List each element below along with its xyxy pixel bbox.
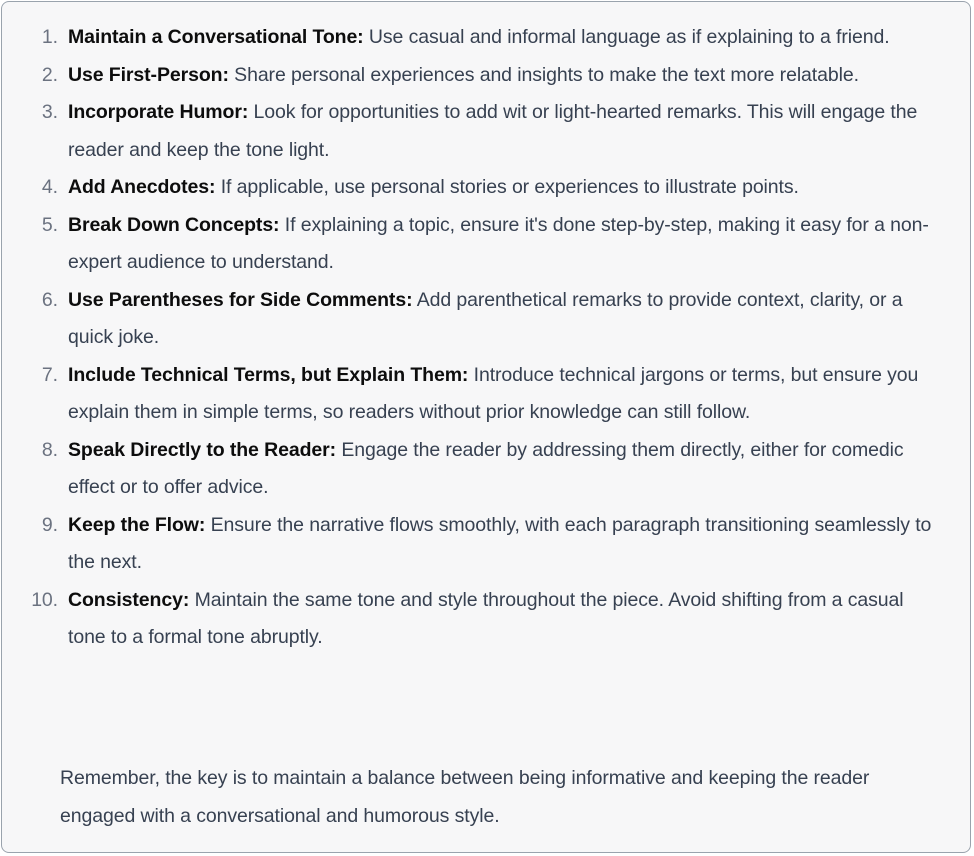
list-item-lead: Use Parentheses for Side Comments:	[68, 288, 413, 311]
list-item	[2, 207, 972, 282]
list-item-number: 6.	[41, 288, 58, 311]
list-item-text: Maintain the same tone and style throughout the piece. Avoid shifting from a casual tone to a formal tone abruptly.	[68, 588, 904, 648]
list-item	[2, 432, 972, 507]
message-panel	[1, 1, 971, 853]
list-item-number: 10.	[31, 588, 58, 611]
list-item-number: 2.	[41, 63, 58, 86]
closing-paragraph: Remember, the key is to maintain a balance between being informative and keeping the reader engaged with a conversational and humorous style.	[60, 767, 870, 827]
list-item-number: 5.	[41, 213, 58, 236]
tips-list	[2, 19, 972, 657]
list-item	[2, 19, 972, 57]
list-item	[2, 169, 972, 207]
list-item-number: 7.	[41, 363, 58, 386]
list-item-lead: Break Down Concepts:	[68, 213, 280, 236]
list-item	[2, 282, 972, 357]
list-item-text: Introduce technical jargons or terms, but ensure you explain them in simple terms, so readers without prior knowledge can still follow.	[68, 363, 919, 423]
list-item-lead: Maintain a Conversational Tone:	[68, 26, 364, 48]
list-item	[2, 507, 972, 582]
list-item-lead: Use First-Person:	[68, 63, 229, 86]
list-item-number: 1.	[41, 26, 58, 48]
list-item-number: 8.	[41, 438, 58, 461]
list-item-lead: Include Technical Terms, but Explain Them:	[68, 363, 469, 386]
list-item-text: If explaining a topic, ensure it's done step-by-step, making it easy for a non-expert audience to understand.	[68, 213, 929, 273]
list-item-lead: Consistency:	[68, 588, 190, 611]
list-item-text: Use casual and informal language as if explaining to a friend.	[363, 26, 890, 48]
list-item-lead: Speak Directly to the Reader:	[68, 438, 337, 461]
list-item-text: Ensure the narrative flows smoothly, with each paragraph transitioning seamlessly to the next.	[68, 513, 932, 573]
list-item-lead: Keep the Flow:	[68, 513, 206, 536]
list-item-text: Add parenthetical remarks to provide context, clarity, or a quick joke.	[68, 288, 903, 348]
list-item-lead: Incorporate Humor:	[68, 101, 249, 123]
list-item-lead: Add Anecdotes:	[68, 176, 216, 198]
list-item-text: Engage the reader by addressing them directly, either for comedic effect or to offer advice.	[68, 438, 904, 498]
list-item	[2, 57, 972, 95]
list-item-number: 9.	[41, 513, 58, 536]
list-item-text: If applicable, use personal stories or experiences to illustrate points.	[215, 176, 799, 198]
list-item	[2, 94, 972, 169]
list-item-number: 4.	[41, 176, 58, 198]
list-item-text: Share personal experiences and insights to make the text more relatable.	[228, 63, 859, 86]
list-item	[2, 582, 972, 657]
list-item	[2, 357, 972, 432]
list-item-text: Look for opportunities to add wit or light-hearted remarks. This will engage the reader and keep the tone light.	[68, 101, 918, 161]
list-item-number: 3.	[41, 101, 58, 123]
